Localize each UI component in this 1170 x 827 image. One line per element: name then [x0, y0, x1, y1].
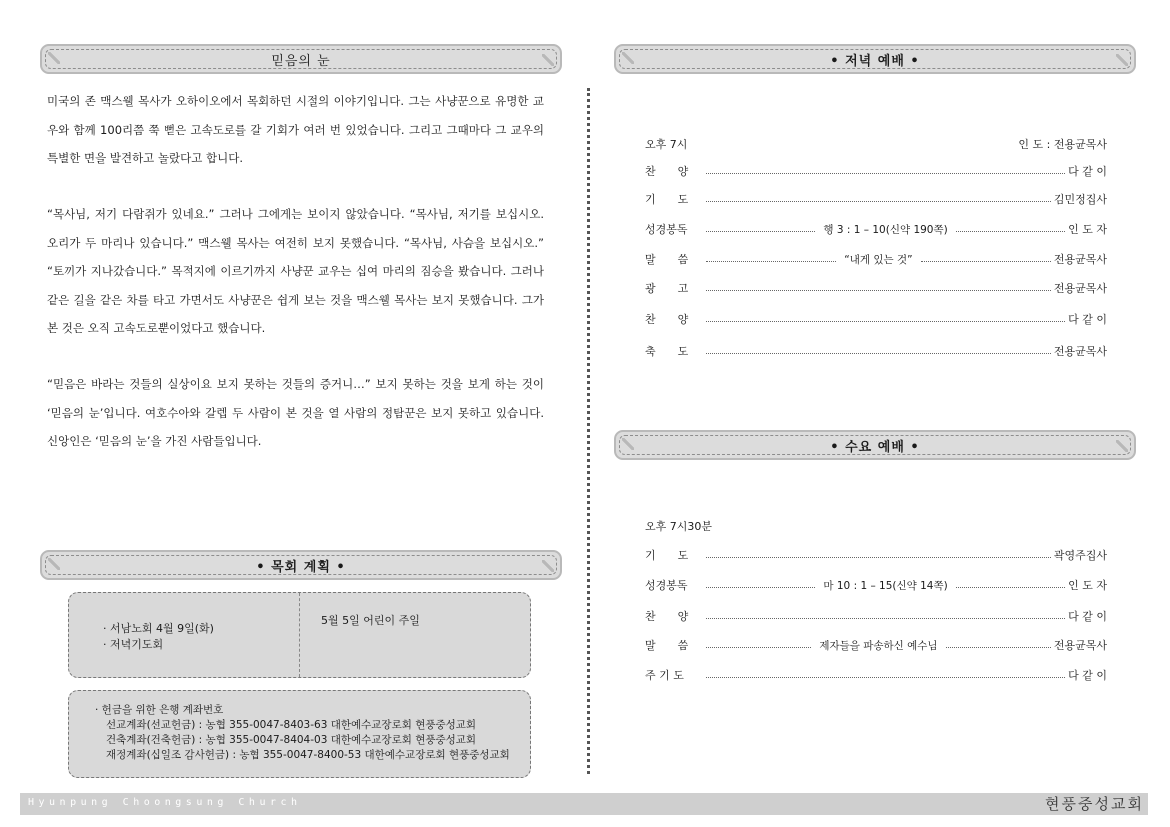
evening-row — [645, 162, 1107, 180]
plan-banner — [40, 550, 562, 580]
leader-dots — [921, 261, 1051, 262]
row-value: 곽영주집사 — [1053, 549, 1107, 562]
leader-dots — [706, 647, 811, 648]
evening-time: 오후 7시 — [645, 138, 688, 151]
plan-item: · 저녁기도회 — [103, 638, 164, 651]
leader-dots — [706, 677, 1065, 678]
evening-row — [645, 342, 1107, 360]
leader-dots — [706, 290, 1051, 291]
bank-box — [68, 690, 531, 778]
leader-dots — [706, 321, 1065, 322]
row-label: 찬 양 — [645, 610, 689, 623]
leader-dots — [706, 261, 836, 262]
leader-dots — [706, 231, 815, 232]
evening-title: • 저녁 예배 • — [830, 53, 920, 69]
bank-line: 재정계좌(십일조 감사헌금) : 농협 355-0047-8400-53 대한예수교장로회 현풍중성교회 — [106, 749, 510, 761]
evening-banner — [614, 44, 1136, 74]
wednesday-header — [645, 518, 1107, 534]
wednesday-banner — [614, 430, 1136, 460]
wednesday-time: 오후 7시30분 — [645, 520, 712, 533]
evening-row — [645, 220, 1107, 238]
wednesday-row — [645, 666, 1107, 684]
plan-item: · 서남노회 4월 9일(화) — [103, 622, 214, 635]
evening-row — [645, 310, 1107, 328]
footer-church-korean: 현풍중성교회 — [1045, 795, 1144, 813]
row-label: 찬 양 — [645, 313, 689, 326]
leader-dots — [706, 587, 815, 588]
row-value: 다 같 이 — [1068, 165, 1107, 178]
row-value: 전용균목사 — [1053, 345, 1107, 358]
row-label: 찬 양 — [645, 165, 689, 178]
evening-header — [645, 136, 1107, 152]
plan-title: • 목회 계획 • — [256, 559, 346, 575]
row-label: 광 고 — [645, 282, 689, 295]
row-middle: 제자들을 파송하신 예수님 — [819, 639, 938, 652]
evening-row — [645, 250, 1107, 268]
row-middle: 마 10 : 1 – 15(신약 14쪽) — [823, 579, 948, 592]
bank-line: 건축계좌(건축헌금) : 농협 355-0047-8404-03 대한예수교장로회 현풍중성교회 — [106, 734, 477, 746]
evening-row — [645, 190, 1107, 208]
plan-box — [68, 592, 531, 678]
row-value: 김민정집사 — [1053, 193, 1107, 206]
row-middle: 행 3 : 1 – 10(신약 190쪽) — [823, 223, 948, 236]
row-label: 성경봉독 — [645, 579, 688, 592]
story-paragraph-3: “믿음은 바라는 것들의 실상이요 보지 못하는 것들의 증거니…” 보지 못하는 것을 보게 하는 것이 ‘믿음의 눈’입니다. 여호수아와 갈렙 두 사람이 본 것을 열 사람의 정탐꾼은 보지 못하고 있습니다. 신앙인은 ‘믿음의 눈’을 가진 사람들입니다. — [47, 377, 544, 448]
story-paragraph-2: “목사님, 저기 다람쥐가 있네요.” 그러나 그에게는 보이지 않았습니다. “목사님, 저기를 보십시오. 오리가 두 마리나 있습니다.” 맥스웰 목사는 여전히 보지 못했습니다. “목사님, 사슴을 보십시오.” “토끼가 지나갔습니다.” 목적지에 이르기까지 사냥꾼 교우는 십여 마리의 짐승을 봤습니다. 그러나 같은 길을 같은 차를 타고 가면서도 사냥꾼은 쉽게 보는 것을 맥스웰 목사는 보지 못했습니다. 그가 본 것은 오직 고속도로뿐이었다고 했습니다. — [47, 207, 544, 335]
story-paragraph-1: 미국의 존 맥스웰 목사가 오하이오에서 목회하던 시절의 이야기입니다. 그는 사냥꾼으로 유명한 교우와 함께 100리쯤 쭉 뻗은 고속도로를 갈 기회가 여러 번 있었습니다. 그리고 그때마다 그 교우의 특별한 면을 발견하고 놀랐다고 합니다. — [47, 94, 544, 165]
row-value: 다 같 이 — [1068, 313, 1107, 326]
column-divider — [587, 88, 590, 774]
row-value: 다 같 이 — [1068, 669, 1107, 682]
leader-dots — [706, 201, 1051, 202]
wednesday-title: • 수요 예배 • — [830, 439, 920, 455]
bank-title: · 헌금을 위한 은행 계좌번호 — [95, 704, 224, 716]
leader-dots — [956, 587, 1065, 588]
faith-title: 믿음의 눈 — [271, 53, 331, 69]
wednesday-row — [645, 546, 1107, 564]
row-value: 다 같 이 — [1068, 610, 1107, 623]
row-label: 기 도 — [645, 549, 689, 562]
row-label: 기 도 — [645, 193, 689, 206]
row-value: 전용균목사 — [1053, 253, 1108, 266]
leader-dots — [946, 647, 1051, 648]
footer-church-english: Hyunpung Choongsung Church — [28, 797, 302, 808]
row-label: 말 씀 — [645, 639, 689, 652]
leader-dots — [706, 618, 1065, 619]
row-label: 주 기 도 — [645, 669, 684, 682]
row-value: 인 도 자 — [1068, 579, 1107, 592]
row-value: 전용균목사 — [1053, 282, 1107, 295]
footer-bar — [20, 793, 1148, 815]
faith-banner — [40, 44, 562, 74]
row-label: 축 도 — [645, 345, 689, 358]
row-middle: “내게 있는 것” — [844, 253, 913, 266]
wednesday-row — [645, 607, 1107, 625]
leader-dots — [706, 353, 1051, 354]
evening-row — [645, 279, 1107, 297]
leader-dots — [956, 231, 1065, 232]
row-label: 말 씀 — [645, 253, 689, 266]
plan-box-divider — [299, 593, 300, 677]
row-value: 전용균목사 — [1053, 639, 1108, 652]
row-label: 성경봉독 — [645, 223, 688, 236]
plan-right-text: 5월 5일 어린이 주일 — [321, 614, 420, 627]
wednesday-row — [645, 636, 1107, 654]
leader-dots — [706, 173, 1065, 174]
evening-leader: 인 도 : 전용균목사 — [1018, 138, 1107, 151]
row-value: 인 도 자 — [1068, 223, 1107, 236]
leader-dots — [706, 557, 1051, 558]
bank-line: 선교계좌(선교헌금) : 농협 355-0047-8403-63 대한예수교장로회 현풍중성교회 — [106, 719, 477, 731]
wednesday-row — [645, 576, 1107, 594]
